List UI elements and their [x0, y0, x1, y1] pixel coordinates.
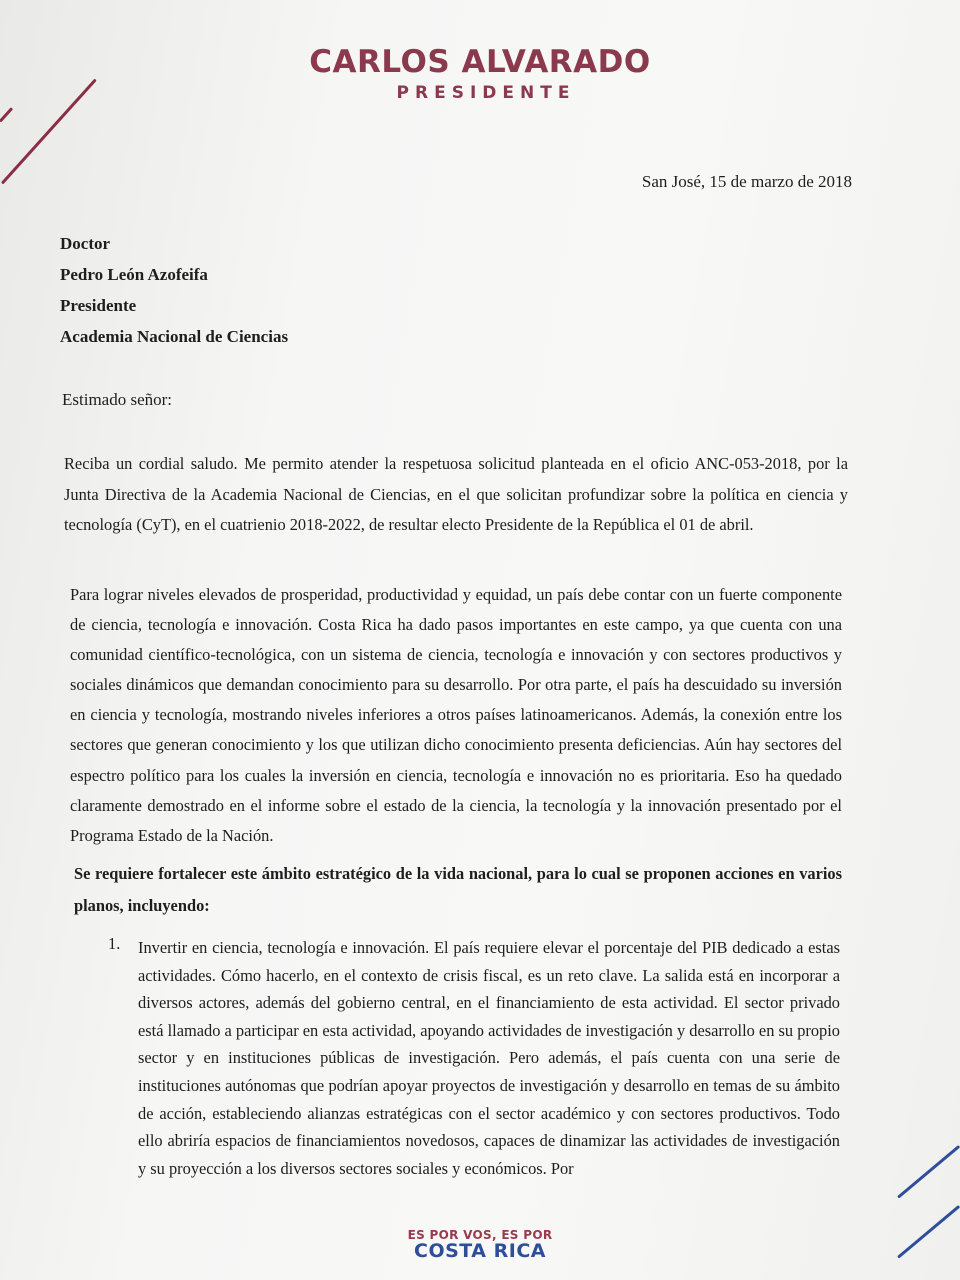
letterhead-role: PRESIDENTE: [396, 83, 576, 103]
list-item-text: Invertir en ciencia, tecnología e innovación. El país requiere elevar el porcentaje del PIB dedicado a estas actividades. Cómo hacerlo, en el contexto de crisis fiscal, es un reto clave. La salida está en incorporar a diversos actores, además del gobierno central, en el financiamiento de esta actividad. El sector privado está llamado a participar en esta actividad, apoyando actividades de investigación y desarrollo en su propio sector y en instituciones públicas de investigación. Pero además, el país cuenta con una serie de instituciones autónomas que podrían apoyar proyectos de investigación y desarrollo en temas de su ámbito de acción, estableciendo alianzas estratégicas con el sector académico y con sectores productivos. Todo ello abriría espacios de financiamientos novedosos, capaces de dinamizar las actividades de investigación y su proyección a los diversos sectores sociales y económicos. Por: [138, 938, 840, 1178]
addressee-organization: Academia Nacional de Ciencias: [60, 327, 289, 346]
addressee-position: Presidente: [60, 296, 137, 315]
letterhead-name: CARLOS ALVARADO: [309, 44, 651, 80]
addressee-name: Pedro León Azofeifa: [60, 265, 208, 284]
decorative-stripe-top-left-small: [0, 107, 13, 122]
slogan-bottom: COSTA RICA: [414, 1240, 546, 1262]
decorative-stripe-bottom-right-1: [897, 1145, 960, 1199]
paragraph-context: Para lograr niveles elevados de prosperidad, productividad y equidad, un país debe contar con un fuerte componente de ciencia, tecnología e innovación. Costa Rica ha dado pasos importantes en este campo, ya que cuenta con una comunidad científico-tecnológica, con un sistema de ciencia, tecnología e innovación y con sectores productivos y sociales dinámicos que demandan conocimiento para su desarrollo. Por otra parte, el país ha descuidado su inversión en ciencia y tecnología, mostrando niveles inferiores a otros países latinoamericanos. Además, la conexión entre los sectores que generan conocimiento y los que utilizan dicho conocimiento presenta deficiencias. Aún hay sectores del espectro político para los cuales la inversión en ciencia, tecnología e innovación no es prioritaria. Eso ha quedado claramente demostrado en el informe sobre el estado de la ciencia, la tecnología y la innovación presentado por el Programa Estado de la Nación.: [70, 585, 842, 845]
letter-date: San José, 15 de marzo de 2018: [641, 172, 852, 191]
paragraph-intro: Reciba un cordial saludo. Me permito atender la respetuosa solicitud planteada en el oficio ANC-053-2018, por la Junta Directiva de la Academia Nacional de Ciencias, en el que solicitan profundizar sobre la política en ciencia y tecnología (CyT), en el cuatrienio 2018-2022, de resultar electo Presidente de la República el 01 de abril.: [64, 454, 848, 534]
addressee-title: Doctor: [60, 234, 111, 253]
paragraph-proposal: Se requiere fortalecer este ámbito estratégico de la vida nacional, para lo cual se proponen acciones en varios planos, incluyendo:: [74, 864, 842, 915]
addressee-block: [60, 234, 288, 358]
slogan-top: ES POR VOS, ES POR: [407, 1228, 553, 1242]
salutation: Estimado señor:: [62, 390, 173, 409]
list-item-number: 1.: [108, 934, 121, 953]
